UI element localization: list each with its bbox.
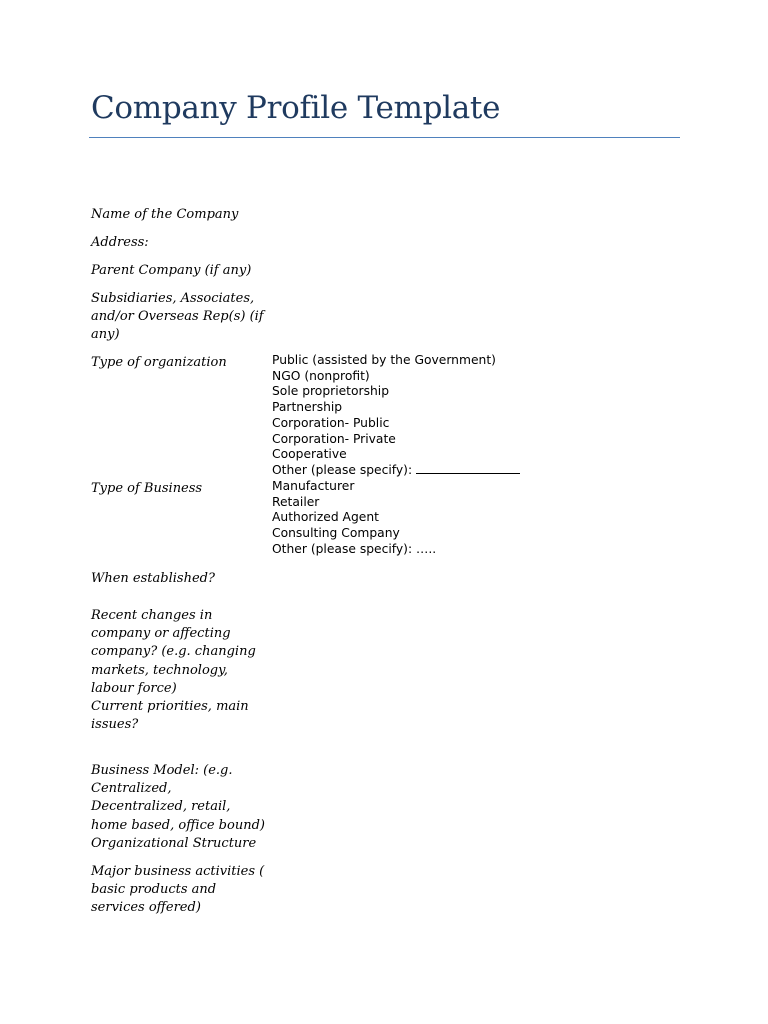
label-when-established: When established? xyxy=(91,571,215,586)
label-type-of-organization: Type of organization xyxy=(91,355,227,370)
option-business-authorized-agent: Authorized Agent xyxy=(272,510,379,525)
option-org-sole-proprietorship: Sole proprietorship xyxy=(272,384,390,399)
option-org-corporation-private: Corporation- Private xyxy=(272,431,396,446)
label-business-model: Business Model: (e.g. Centralized, Decentralized, retail, home based, office bound) xyxy=(91,763,265,833)
option-org-cooperative: Cooperative xyxy=(272,447,347,462)
business-options xyxy=(272,479,436,558)
option-org-ngo: NGO (nonprofit) xyxy=(272,368,370,383)
label-current-priorities: Current priorities, main issues? xyxy=(91,699,249,733)
option-org-partnership: Partnership xyxy=(272,400,343,415)
option-org-public: Public (assisted by the Government) xyxy=(272,353,496,367)
option-org-other xyxy=(272,463,520,479)
label-company-name: Name of the Company xyxy=(91,207,239,222)
specify-blank-line xyxy=(416,463,520,474)
option-business-consulting-company: Consulting Company xyxy=(272,526,400,541)
option-business-retailer: Retailer xyxy=(272,494,320,509)
document-title: Company Profile Template xyxy=(91,90,501,126)
label-organizational-structure: Organizational Structure xyxy=(91,836,257,851)
label-recent-changes: Recent changes in company or affecting company? (e.g. changing markets, technology, labour force) xyxy=(91,608,256,696)
label-type-of-business: Type of Business xyxy=(91,481,203,496)
option-business-manufacturer: Manufacturer xyxy=(272,479,355,493)
option-org-corporation-public: Corporation- Public xyxy=(272,415,390,430)
label-address: Address: xyxy=(91,235,149,250)
label-parent-company: Parent Company (if any) xyxy=(91,263,252,278)
title-underline xyxy=(89,137,680,138)
organization-options xyxy=(272,353,520,479)
label-major-activities: Major business activities ( basic products and services offered) xyxy=(91,864,265,916)
option-business-other: Other (please specify): ….. xyxy=(272,541,437,556)
label-subsidiaries: Subsidiaries, Associates, and/or Overseas Rep(s) (if any) xyxy=(91,291,264,343)
option-org-other-label: Other (please specify): xyxy=(272,462,417,477)
